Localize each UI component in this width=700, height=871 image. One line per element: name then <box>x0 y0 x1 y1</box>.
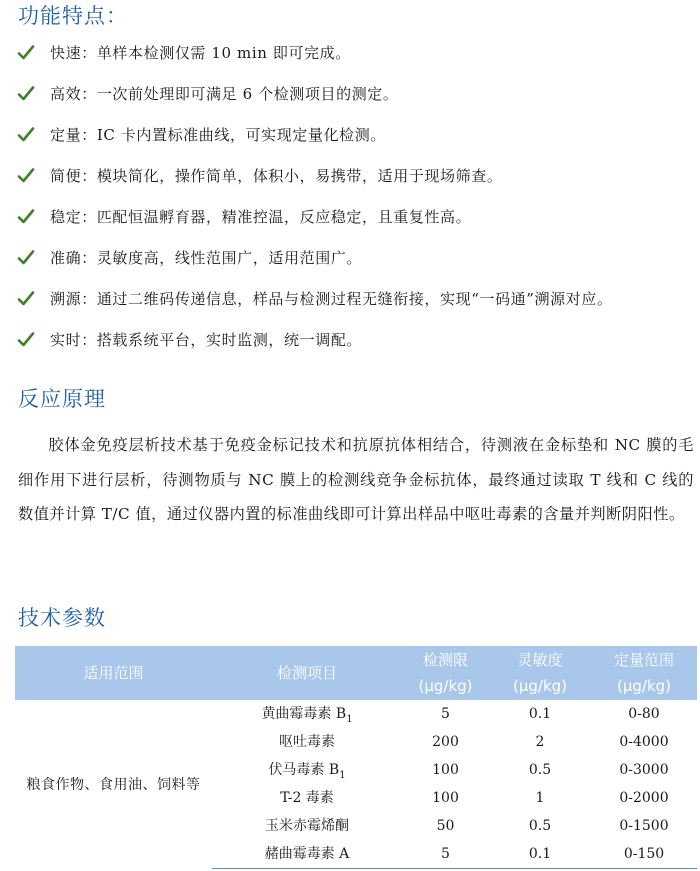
item-cell <box>212 840 402 869</box>
range-cell: 0-4000 <box>619 734 669 750</box>
header-lod-label: 检测限 <box>422 651 468 669</box>
feature-label: 实时： <box>50 331 97 349</box>
feature-text <box>50 165 502 187</box>
item-cell <box>212 700 402 728</box>
header-lod <box>402 646 489 700</box>
feature-description: 单样本检测仅需 10 min 即可完成。 <box>96 44 351 62</box>
lod-cell: 200 <box>432 734 459 750</box>
sensitivity-cell: 1 <box>535 790 545 806</box>
header-sensitivity-label: 灵敏度 <box>517 651 563 669</box>
sensitivity-cell: 0.5 <box>528 762 552 778</box>
checkmark-icon <box>17 44 35 62</box>
feature-text <box>50 206 471 228</box>
lod-cell: 100 <box>432 790 459 806</box>
lod-cell: 50 <box>436 818 455 834</box>
checkmark-icon <box>17 331 35 349</box>
feature-label: 高效： <box>50 85 97 103</box>
feature-text <box>50 329 362 351</box>
header-range-label: 定量范围 <box>613 651 674 669</box>
item-name: T-2 毒素 <box>280 790 334 807</box>
item-cell <box>212 756 402 784</box>
feature-item <box>0 122 700 163</box>
sensitivity-cell: 0.5 <box>528 818 552 834</box>
lod-cell: 5 <box>441 706 450 722</box>
scope-cell: 粮食作物、食用油、饲料等 <box>26 777 201 794</box>
feature-text <box>50 247 362 269</box>
header-scope: 适用范围 <box>15 646 212 700</box>
feature-text <box>50 83 399 105</box>
checkmark-icon <box>17 290 35 308</box>
lod-cell: 5 <box>402 840 489 869</box>
feature-item <box>0 245 700 286</box>
range-cell: 0-3000 <box>619 762 669 778</box>
feature-label: 溯源： <box>50 290 97 308</box>
header-range <box>591 646 697 700</box>
feature-description: 通过二维码传递信息，样品与检测过程无缝衔接，实现“一码通”溯源对应。 <box>96 290 613 308</box>
item-name: 伏马毒素 B <box>268 762 340 779</box>
range-cell: 0-80 <box>628 706 660 722</box>
feature-label: 稳定： <box>50 208 97 226</box>
feature-item <box>0 204 700 245</box>
feature-item <box>0 40 700 81</box>
item-name: 呕吐毒素 <box>279 734 335 751</box>
feature-description: IC 卡内置标准曲线，可实现定量化检测。 <box>96 126 386 144</box>
lod-cell: 100 <box>432 762 459 778</box>
feature-item <box>0 327 700 368</box>
checkmark-icon <box>17 249 35 267</box>
feature-list <box>0 40 700 368</box>
range-cell: 0-1500 <box>619 818 669 834</box>
feature-text <box>50 42 351 64</box>
feature-text <box>50 124 386 146</box>
principle-heading: 反应原理 <box>18 387 106 411</box>
item-name: 赭曲霉毒素 A <box>264 846 350 863</box>
feature-description: 匹配恒温孵育器，精准控温，反应稳定，且重复性高。 <box>96 208 472 226</box>
feature-item <box>0 81 700 122</box>
sensitivity-cell: 2 <box>535 734 545 750</box>
feature-label: 简便： <box>50 167 97 185</box>
feature-item <box>0 163 700 204</box>
item-subscript: 1 <box>346 713 353 725</box>
range-cell: 0-2000 <box>619 790 669 806</box>
header-range-unit: (μg/kg) <box>616 677 672 695</box>
table-header-row <box>15 646 697 700</box>
feature-item <box>0 286 700 327</box>
checkmark-icon <box>17 126 35 144</box>
feature-label: 准确： <box>50 249 97 267</box>
feature-label: 快速： <box>50 44 97 62</box>
item-name: 玉米赤霉烯酮 <box>265 818 349 835</box>
feature-description: 一次前处理即可满足 6 个检测项目的测定。 <box>96 85 399 103</box>
feature-description: 搭载系统平台，实时监测，统一调配。 <box>96 331 363 349</box>
checkmark-icon <box>17 85 35 103</box>
parameters-table <box>15 646 697 869</box>
checkmark-icon <box>17 208 35 226</box>
checkmark-icon <box>17 167 35 185</box>
header-item: 检测项目 <box>212 646 402 700</box>
params-heading: 技术参数 <box>18 606 106 630</box>
item-subscript: 1 <box>339 769 346 781</box>
table-row <box>15 700 697 728</box>
header-sensitivity <box>489 646 591 700</box>
item-name: 黄曲霉毒素 B <box>261 706 347 723</box>
sensitivity-cell: 0.1 <box>489 840 591 869</box>
item-cell <box>212 812 402 840</box>
item-cell <box>212 784 402 812</box>
item-cell <box>212 728 402 756</box>
features-heading: 功能特点： <box>18 4 128 28</box>
principle-paragraph: 胶体金免疫层析技术基于免疫金标记技术和抗原抗体相结合，待测液在金标垫和 NC 膜的毛细作用下进行层析，待测物质与 NC 膜上的检测线竞争金标抗体，最终通过读取 T 线和 C 线的数值并计算 T/C 值，通过仪器内置的标准曲线即可计算出样品中呕吐毒素的含量并判断阴阳性。 <box>18 436 694 523</box>
feature-description: 模块简化，操作简单，体积小，易携带，适用于现场筛查。 <box>96 167 503 185</box>
feature-text <box>50 288 613 310</box>
feature-label: 定量： <box>50 126 97 144</box>
header-sensitivity-unit: (μg/kg) <box>512 677 568 695</box>
range-cell: 0-150 <box>591 840 697 869</box>
sensitivity-cell: 0.1 <box>528 706 552 722</box>
feature-description: 灵敏度高，线性范围广，适用范围广。 <box>96 249 363 267</box>
header-lod-unit: (μg/kg) <box>418 677 473 695</box>
